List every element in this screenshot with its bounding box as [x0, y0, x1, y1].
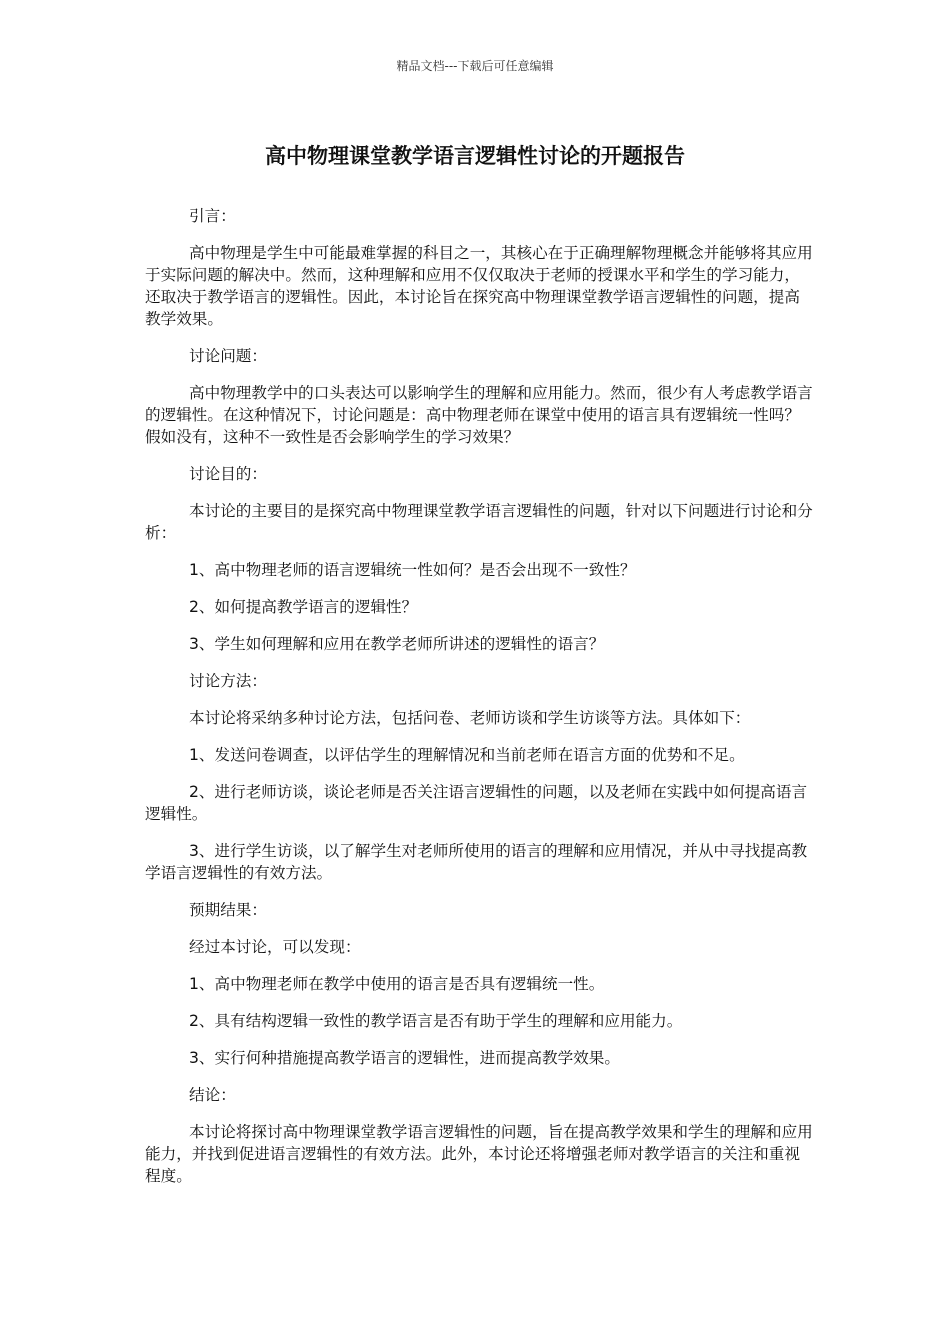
list-item: 2、如何提高教学语言的逻辑性？ [189, 598, 418, 616]
paragraph-conclusion: 本讨论将探讨高中物理课堂教学语言逻辑性的问题，旨在提高教学效果和学生的理解和应用能力，并找到促进语言逻辑性的有效方法。此外，本讨论还将增强老师对教学语言的关注和重视程度。 [145, 1123, 813, 1185]
section-heading-conclusion: 结论： [189, 1086, 236, 1104]
paragraph-intro: 高中物理是学生中可能最难掌握的科目之一，其核心在于正确理解物理概念并能够将其应用于实际问题的解决中。然而，这种理解和应用不仅仅取决于老师的授课水平和学生的学习能力，还取决于教学语言的逻辑性。因此，本讨论旨在探究高中物理课堂教学语言逻辑性的问题，提高教学效果。 [145, 244, 813, 328]
list-item: 2、具有结构逻辑一致性的教学语言是否有助于学生的理解和应用能力。 [189, 1012, 683, 1030]
list-item: 1、高中物理老师在教学中使用的语言是否具有逻辑统一性。 [189, 975, 605, 993]
document-body [145, 205, 815, 1202]
paragraph-question: 高中物理教学中的口头表达可以影响学生的理解和应用能力。然而，很少有人考虑教学语言的逻辑性。在这种情况下，讨论问题是：高中物理老师在课堂中使用的语言具有逻辑统一性吗？假如没有，这种不一致性是否会影响学生的学习效果？ [145, 384, 813, 446]
list-item: 1、发送问卷调查，以评估学生的理解情况和当前老师在语言方面的优势和不足。 [189, 746, 745, 764]
list-item: 3、实行何种措施提高教学语言的逻辑性，进而提高教学效果。 [189, 1049, 620, 1067]
paragraph-method: 本讨论将采纳多种讨论方法，包括问卷、老师访谈和学生访谈等方法。具体如下： [189, 709, 751, 727]
list-item: 1、高中物理老师的语言逻辑统一性如何？是否会出现不一致性？ [189, 561, 636, 579]
list-item: 3、进行学生访谈，以了解学生对老师所使用的语言的理解和应用情况，并从中寻找提高教学语言逻辑性的有效方法。 [145, 842, 808, 882]
section-heading-purpose: 讨论目的： [189, 465, 267, 483]
paragraph-purpose: 本讨论的主要目的是探究高中物理课堂教学语言逻辑性的问题，针对以下问题进行讨论和分析： [145, 502, 813, 542]
section-heading-question: 讨论问题： [189, 347, 267, 365]
page-header: 精品文档---下载后可任意编辑 [396, 59, 554, 73]
document-title: 高中物理课堂教学语言逻辑性讨论的开题报告 [265, 144, 685, 168]
section-heading-intro: 引言： [189, 207, 236, 225]
section-heading-expected: 预期结果： [189, 901, 267, 919]
list-item: 2、进行老师访谈，谈论老师是否关注语言逻辑性的问题，以及老师在实践中如何提高语言逻辑性。 [145, 783, 808, 823]
paragraph-expected: 经过本讨论，可以发现： [189, 938, 361, 956]
list-item: 3、学生如何理解和应用在教学老师所讲述的逻辑性的语言？ [189, 635, 605, 653]
section-heading-method: 讨论方法： [189, 672, 267, 690]
